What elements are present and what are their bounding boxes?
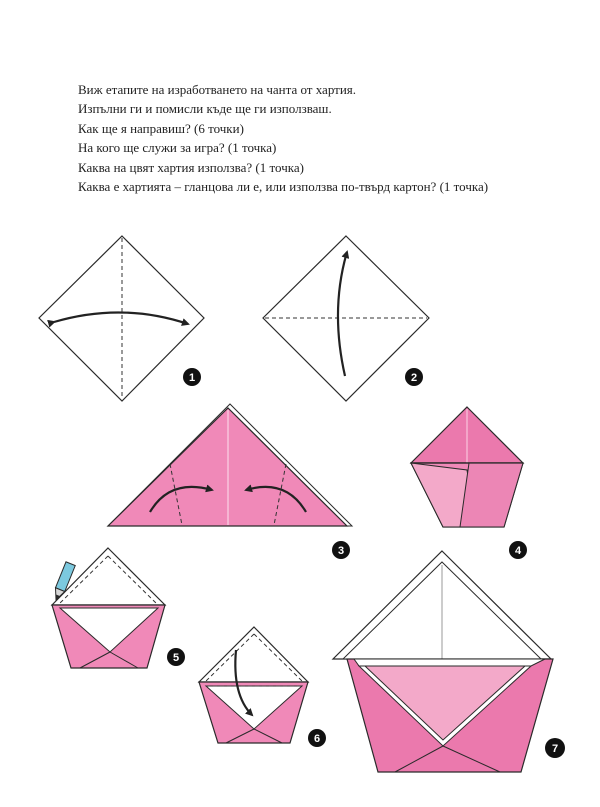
step-number: 7 bbox=[551, 743, 559, 755]
instruction-line: Как ще я направиш? (6 точки) bbox=[78, 120, 244, 136]
bag-front-panel bbox=[354, 659, 545, 666]
step-number: 3 bbox=[337, 545, 345, 557]
step-number-badge bbox=[405, 368, 423, 386]
step-7-diagram bbox=[333, 551, 565, 772]
step-3-diagram bbox=[108, 404, 352, 559]
step-number-badge bbox=[308, 729, 326, 747]
step-number-badge bbox=[545, 738, 565, 758]
step-number-badge bbox=[332, 541, 350, 559]
step-4-diagram bbox=[411, 407, 527, 559]
instruction-line: На кого ще служи за игра? (1 точка) bbox=[78, 140, 277, 156]
step-number: 5 bbox=[172, 652, 180, 664]
instruction-line: Каква е хартията – гланцова ли е, или използва по-твърд картон? (1 точка) bbox=[78, 179, 489, 195]
step-2-diagram bbox=[263, 236, 429, 401]
step-1-diagram bbox=[39, 236, 204, 401]
step-number: 6 bbox=[313, 733, 321, 745]
top-flap bbox=[199, 627, 308, 682]
step-number: 1 bbox=[188, 372, 196, 384]
instruction-line: Каква на цвят хартия използва? (1 точка) bbox=[78, 159, 304, 175]
instruction-line: Изпълни ги и помисли къде ще ги използваш. bbox=[78, 101, 332, 117]
step-number-badge bbox=[509, 541, 527, 559]
step-5-diagram bbox=[51, 548, 185, 668]
pocket-right-fold bbox=[460, 463, 523, 527]
instruction-line: Виж етапите на изработването на чанта от хартия. bbox=[78, 82, 357, 97]
step-number: 2 bbox=[410, 372, 418, 384]
step-number-badge bbox=[167, 648, 185, 666]
step-number: 4 bbox=[514, 545, 522, 557]
step-6-diagram bbox=[199, 627, 326, 747]
step-number-badge bbox=[183, 368, 201, 386]
